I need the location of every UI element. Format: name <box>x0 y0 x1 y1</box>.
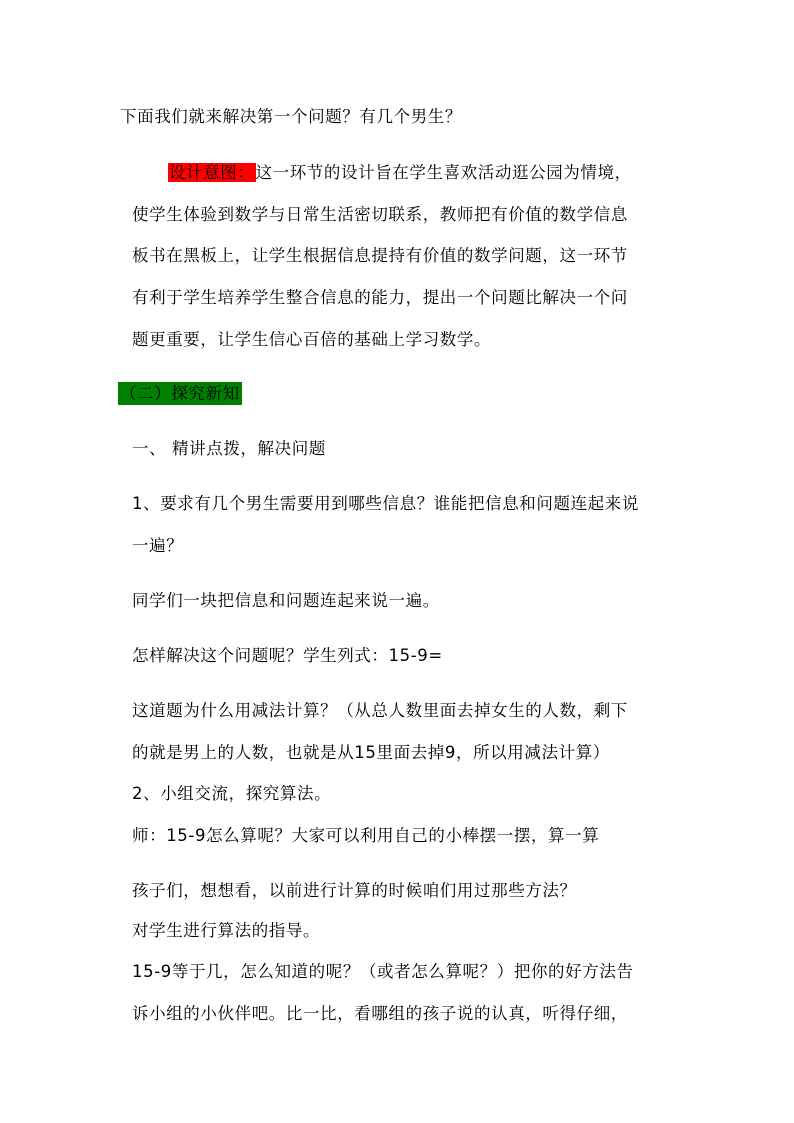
design-intent-line-5: 题更重要，让学生信心百倍的基础上学习数学。 <box>132 330 492 349</box>
design-intent-line-2: 使学生体验到数学与日常生活密切联系，教师把有价值的数学信息 <box>132 205 628 224</box>
design-intent-text-1: 这一环节的设计旨在学生喜欢活动逛公园为情境， <box>255 163 632 182</box>
paragraph-line: 这道题为什么用减法计算？（从总人数里面去掉女生的人数，剩下 <box>132 701 628 720</box>
paragraph-line: 2、小组交流，探究算法。 <box>132 784 332 803</box>
paragraph-line: 对学生进行算法的指导。 <box>132 921 321 940</box>
design-intent-label: 设计意图： <box>169 163 255 182</box>
paragraph-line: 15-9等于几，怎么知道的呢？（或者怎么算呢？）把你的好方法告 <box>132 962 634 981</box>
design-intent-line-3: 板书在黑板上，让学生根据信息提持有价值的数学问题，这一环节 <box>132 246 628 265</box>
section-heading-text: （二）探究新知 <box>120 384 240 403</box>
paragraph-line: 诉小组的小伙伴吧。比一比，看哪组的孩子说的认真，听得仔细， <box>132 1004 628 1023</box>
design-intent-line-4: 有利于学生培养学生整合信息的能力，提出一个问题比解决一个问 <box>132 288 628 307</box>
paragraph-line: 怎样解决这个问题呢？学生列式：15-9= <box>132 646 443 665</box>
paragraph-line: 一遍？ <box>132 536 184 555</box>
paragraph-line: 的就是男上的人数，也就是从15里面去掉9，所以用减法计算） <box>132 743 610 762</box>
paragraph-line: 师：15-9怎么算呢？大家可以利用自己的小棒摆一摆，算一算 <box>132 826 600 845</box>
subheading: 一、 精讲点拨，解决问题 <box>132 439 326 458</box>
paragraph-line: 1、要求有几个男生需要用到哪些信息？谁能把信息和问题连起来说 <box>132 494 639 513</box>
paragraph-line: 孩子们，想想看，以前进行计算的时候咱们用过那些方法？ <box>132 881 577 900</box>
section-heading <box>118 383 242 405</box>
design-intent-line-1 <box>168 162 632 184</box>
paragraph-line: 同学们一块把信息和问题连起来说一遍。 <box>132 591 440 610</box>
intro-text: 下面我们就来解决第一个问题？有几个男生？ <box>120 107 462 126</box>
